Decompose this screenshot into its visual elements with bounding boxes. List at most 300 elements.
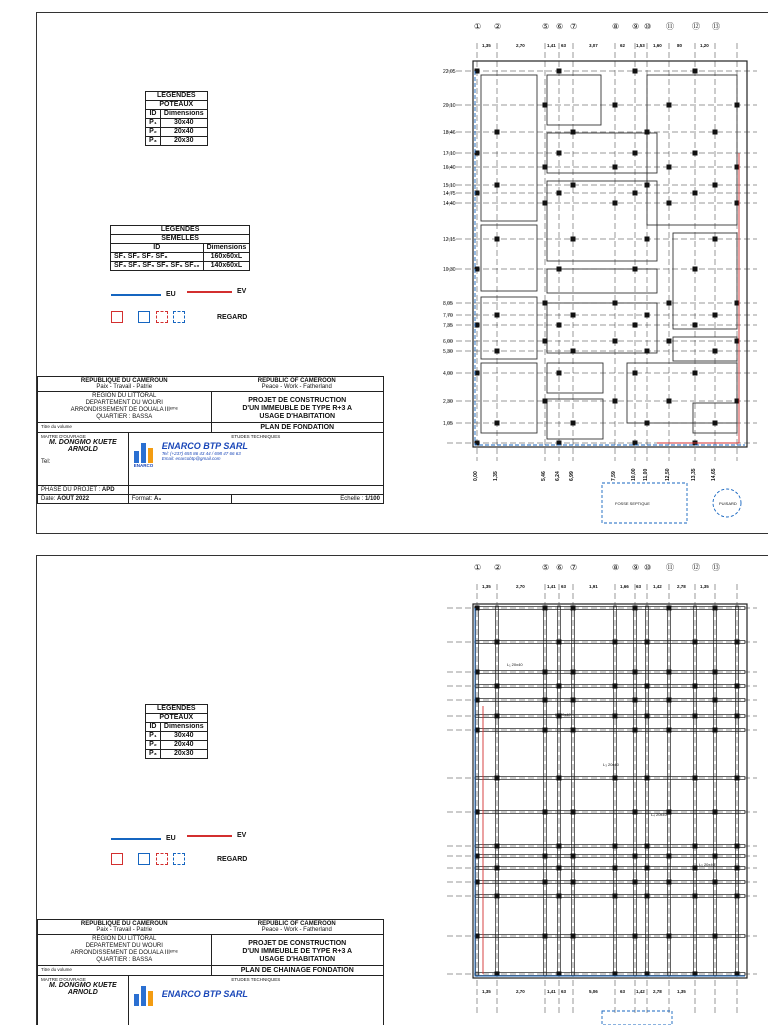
column (543, 810, 548, 815)
column (667, 103, 672, 108)
column (495, 714, 500, 719)
column (667, 201, 672, 206)
top-dimension: 63 (561, 584, 567, 589)
regard-label: REGARD (217, 314, 248, 321)
top-dimension: 1,41 (547, 584, 556, 589)
level-label: 12,15 (443, 237, 456, 243)
top-dimension: 1,66 (620, 584, 629, 589)
column (495, 237, 500, 242)
col-id: ID (146, 723, 161, 732)
column (693, 151, 698, 156)
enarco-logo-icon (132, 439, 158, 463)
footing-outline (627, 363, 737, 423)
bottom-dimension: 1,42 (636, 989, 645, 994)
column (571, 237, 576, 242)
column (645, 237, 650, 242)
region: REGION DU LITTORAL (92, 936, 157, 942)
arrondissement: ARRONDISSEMENT DE DOUALA IIIᵉᵐᵉ (70, 950, 178, 956)
column (693, 267, 698, 272)
column (633, 267, 638, 272)
column (495, 844, 500, 849)
bottom-dimension: 63 (620, 989, 626, 994)
scale-label: Echelle : (340, 496, 364, 502)
column (543, 103, 548, 108)
column (713, 313, 718, 318)
chainage-plan-drawing (397, 556, 757, 1025)
top-dimension: 63 (636, 584, 642, 589)
grid-lines (447, 43, 757, 461)
motto-en: Peace - Work - Fatherland (261, 384, 332, 390)
top-dimension: 1,41 (547, 43, 556, 48)
column (557, 69, 562, 74)
eu-line (111, 294, 161, 296)
column (557, 894, 562, 899)
top-dimension: 1,91 (589, 584, 598, 589)
bottom-dimension: 63 (561, 989, 567, 994)
top-dimension: 2,78 (677, 584, 686, 589)
legend-title: LEGENDES (146, 92, 208, 101)
eu-line (111, 838, 161, 840)
footing-outline (673, 233, 737, 329)
column (613, 894, 618, 899)
column (633, 371, 638, 376)
column (693, 323, 698, 328)
beam-label: L₃ 20x40 (603, 762, 619, 767)
top-dimension: 1,53 (636, 43, 645, 48)
column (713, 880, 718, 885)
volume-label: Titre du volume (41, 424, 72, 429)
owner-label: MAITRE D'OUVRAGE (41, 434, 86, 439)
legend-subtitle: SEMELLES (111, 235, 250, 244)
column (543, 934, 548, 939)
level-label: 7,70 (443, 313, 453, 319)
column (571, 810, 576, 815)
column (667, 934, 672, 939)
chainage-plan-sheet (36, 555, 768, 1025)
plan-labels (474, 563, 720, 994)
top-dimension: 80 (677, 43, 683, 48)
column (543, 301, 548, 306)
bottom-level: 12,50 (665, 468, 671, 481)
column (557, 776, 562, 781)
column (633, 323, 638, 328)
semelle-id: SF₃ SF₄ SF₅ SF₆ SF₉ SF₁₀ (111, 262, 204, 271)
col-dim: Dimensions (203, 244, 250, 253)
col-id: ID (146, 110, 161, 119)
column (667, 339, 672, 344)
regard-blue-icon (138, 311, 150, 323)
grid-lines (447, 584, 757, 1016)
poteau-id: P₂ (146, 128, 161, 137)
top-dimension: 1,35 (700, 584, 709, 589)
axis-number: ⑦ (570, 22, 578, 31)
poteau-id: P₁ (146, 119, 161, 128)
country-en: REPUBLIC OF CAMEROON (257, 921, 336, 927)
column (543, 880, 548, 885)
axis-number: ⑬ (712, 22, 720, 31)
regard-red-dashed-icon (156, 853, 168, 865)
column (495, 640, 500, 645)
column (543, 165, 548, 170)
column (613, 844, 618, 849)
footing-outline (673, 337, 737, 361)
owner-tel: Tel: (41, 459, 51, 465)
top-dimension: 62 (620, 43, 626, 48)
footing-outline (481, 225, 537, 291)
column (713, 130, 718, 135)
legend-semelles-table (110, 225, 250, 271)
bottom-level: 6,99 (569, 471, 575, 481)
footing-outline (647, 75, 737, 225)
owner-name-1: M. DONGMO KUETE (49, 982, 117, 989)
studies-label: ETUDES TECHNIQUES (231, 434, 281, 439)
department: DEPARTEMENT DU WOURI (85, 943, 163, 949)
poteau-dim: 20x30 (160, 137, 207, 146)
bottom-dimension: 2,70 (516, 989, 525, 994)
column (571, 880, 576, 885)
ev-line (187, 291, 232, 293)
column (495, 866, 500, 871)
quarter: QUARTIER : BASSA (96, 957, 153, 963)
motto-fr: Paix - Travail - Patrie (96, 384, 153, 390)
column (613, 640, 618, 645)
column (543, 854, 548, 859)
axis-number: ⑤ (542, 563, 550, 572)
column (613, 301, 618, 306)
column (645, 714, 650, 719)
column (613, 165, 618, 170)
motto-en: Peace - Work - Fatherland (261, 927, 332, 933)
column (645, 349, 650, 354)
axis-number: ⑪ (666, 563, 674, 572)
level-label: 16,40 (443, 165, 456, 171)
column (495, 894, 500, 899)
motto-fr: Paix - Travail - Patrie (96, 927, 153, 933)
column (495, 421, 500, 426)
column (735, 103, 740, 108)
level-label: 1,05 (443, 421, 453, 427)
level-label: 22,05 (443, 69, 456, 75)
beam-label: L₄ 20x40 (651, 812, 667, 817)
axis-number: ⑧ (612, 563, 620, 572)
level-label: 17,10 (443, 151, 456, 157)
footing-outline (547, 269, 657, 293)
column (495, 313, 500, 318)
company-email: Email: enarcobtp@gmail.com (161, 456, 221, 461)
column (667, 810, 672, 815)
column (645, 684, 650, 689)
foundation-outlines (481, 75, 737, 439)
column (613, 339, 618, 344)
eu-pipe (475, 71, 745, 445)
column (693, 776, 698, 781)
top-dimension: 63 (561, 43, 567, 48)
axis-number: ⑫ (692, 563, 700, 572)
format-value: A₃ (154, 496, 162, 502)
project-line-1: PROJET DE CONSTRUCTION (248, 940, 347, 947)
drawing-title: PLAN DE CHAINAGE FONDATION (211, 966, 384, 975)
column (693, 866, 698, 871)
column (543, 606, 548, 611)
column (633, 606, 638, 611)
column (713, 670, 718, 675)
col-id: ID (111, 244, 204, 253)
column (571, 349, 576, 354)
level-label: 14,75 (443, 191, 456, 197)
column (713, 934, 718, 939)
column (557, 684, 562, 689)
regard-red-dashed-icon (156, 311, 168, 323)
column (713, 349, 718, 354)
regard-blue-dashed-icon (173, 311, 185, 323)
owner-name-1: M. DONGMO KUETE (49, 439, 117, 446)
column (693, 714, 698, 719)
level-label: 8,05 (443, 301, 453, 307)
axis-number: ⑥ (556, 563, 564, 572)
column (571, 313, 576, 318)
column (633, 854, 638, 859)
axis-number: ⑫ (692, 22, 700, 31)
puisard-label: PUISARD (719, 501, 737, 506)
column (495, 684, 500, 689)
company-name: ENARCO BTP SARL (161, 441, 248, 451)
column (693, 640, 698, 645)
legend-title: LEGENDES (146, 705, 208, 714)
axis-number: ⑨ (632, 563, 640, 572)
arrondissement: ARRONDISSEMENT DE DOUALA IIIᵉᵐᵉ (70, 407, 178, 413)
bottom-dimension: 1,35 (677, 989, 686, 994)
studies-label: ETUDES TECHNIQUES (231, 977, 281, 982)
level-label: 14,40 (443, 201, 456, 207)
bottom-level: 6,24 (555, 471, 561, 481)
column (613, 103, 618, 108)
semelle-dim: 140x60xL (203, 262, 250, 271)
level-label: 18,46 (443, 130, 456, 136)
column (693, 844, 698, 849)
logo-text: ENARCO (133, 463, 154, 468)
column (633, 880, 638, 885)
owner-name-2: ARNOLD (67, 446, 98, 453)
column (713, 421, 718, 426)
column (571, 728, 576, 733)
beam-label: L₅ 20x40 (699, 862, 715, 867)
column (645, 640, 650, 645)
phase-value: APD (101, 487, 115, 493)
col-dim: Dimensions (160, 723, 207, 732)
footing-outline (481, 297, 537, 359)
axis-number: ⑧ (612, 22, 620, 31)
top-dimension: 2,70 (516, 43, 525, 48)
date-value: AOUT 2022 (57, 496, 90, 502)
poteau-dim: 20x40 (160, 128, 207, 137)
column (633, 69, 638, 74)
column (735, 844, 740, 849)
column (571, 670, 576, 675)
regard-red-icon (111, 853, 123, 865)
building-outline (473, 604, 747, 978)
column (633, 191, 638, 196)
column (557, 151, 562, 156)
column (495, 183, 500, 188)
column (633, 810, 638, 815)
eu-label: EU (166, 291, 176, 298)
company-name: ENARCO BTP SARL (161, 989, 248, 999)
region: REGION DU LITTORAL (92, 393, 157, 399)
level-label: 15,10 (443, 183, 456, 189)
column (633, 934, 638, 939)
poteau-id: P₁ (146, 732, 161, 741)
column (693, 69, 698, 74)
column (667, 854, 672, 859)
axis-number: ⑩ (644, 563, 652, 572)
legend-poteaux-table (145, 91, 208, 146)
regard-blue-dashed-icon (173, 853, 185, 865)
beam-label: L₁ 20x40 (507, 662, 523, 667)
legend-subtitle: POTEAUX (146, 714, 208, 723)
column (645, 183, 650, 188)
project-line-1: PROJET DE CONSTRUCTION (248, 397, 347, 404)
column (543, 728, 548, 733)
footing-outline (547, 399, 603, 439)
column (571, 421, 576, 426)
column (613, 714, 618, 719)
country-fr: REPUBLIQUE DU CAMEROUN (80, 378, 168, 384)
column (713, 237, 718, 242)
country-fr: REPUBLIQUE DU CAMEROUN (80, 921, 168, 927)
project-line-2: D'UN IMMEUBLE DE TYPE R+3 A (242, 405, 353, 412)
semelle-id: SF₁ SF₂ SF₇ SF₈ (111, 253, 204, 262)
top-dimension: 1,42 (653, 584, 662, 589)
quarter: QUARTIER : BASSA (96, 414, 153, 420)
column (557, 371, 562, 376)
poteau-dim: 30x40 (160, 732, 207, 741)
drawing-title: PLAN DE FONDATION (211, 423, 384, 432)
poteau-id: P₂ (146, 741, 161, 750)
project-line-3: USAGE D'HABITATION (259, 413, 336, 420)
column (667, 670, 672, 675)
column (645, 421, 650, 426)
column (613, 776, 618, 781)
project-line-2: D'UN IMMEUBLE DE TYPE R+3 A (242, 948, 353, 955)
axis-number: ① (474, 22, 482, 31)
columns (475, 69, 740, 446)
column (735, 866, 740, 871)
column (667, 606, 672, 611)
country-en: REPUBLIC OF CAMEROON (257, 378, 336, 384)
column (645, 776, 650, 781)
project-line-3: USAGE D'HABITATION (259, 956, 336, 963)
foundation-plan-drawing (397, 13, 757, 533)
bottom-level: 14,65 (711, 468, 717, 481)
department: DEPARTEMENT DU WOURI (85, 400, 163, 406)
volume-label: Titre du volume (41, 967, 72, 972)
bottom-dimension: 1,41 (547, 989, 556, 994)
regard-label: REGARD (217, 856, 248, 863)
top-dimension: 3,07 (589, 43, 598, 48)
level-label: 2,30 (443, 399, 453, 405)
axis-number: ⑤ (542, 22, 550, 31)
bottom-level: 7,59 (611, 471, 617, 481)
bottom-level: 5,46 (541, 471, 547, 481)
poteau-id: P₃ (146, 750, 161, 759)
column (713, 810, 718, 815)
column (633, 728, 638, 733)
axis-number: ⑪ (666, 22, 674, 31)
column (571, 934, 576, 939)
format-label: Format: (131, 496, 153, 502)
column (571, 854, 576, 859)
column (571, 698, 576, 703)
company-tel: Tel: (+237) 655 86 43 44 / 698 47 66 63 (161, 451, 241, 456)
column (543, 201, 548, 206)
column (495, 776, 500, 781)
column (495, 349, 500, 354)
axis-number: ② (494, 563, 502, 572)
regard-red-icon (111, 311, 123, 323)
column (713, 606, 718, 611)
legend-title: LEGENDES (111, 226, 250, 235)
footing-outline (481, 75, 537, 221)
level-label: 4,00 (443, 371, 453, 377)
column (735, 714, 740, 719)
column (543, 670, 548, 675)
column (667, 880, 672, 885)
bottom-level: 11,00 (643, 468, 649, 481)
column (645, 130, 650, 135)
title-block (37, 919, 384, 1025)
column (645, 866, 650, 871)
column (571, 606, 576, 611)
column (693, 371, 698, 376)
column (571, 130, 576, 135)
bottom-dimension: 2,78 (653, 989, 662, 994)
column (667, 728, 672, 733)
level-label: 6,00 (443, 339, 453, 345)
column (735, 640, 740, 645)
col-dim: Dimensions (160, 110, 207, 119)
poteau-id: P₃ (146, 137, 161, 146)
legend-subtitle: POTEAUX (146, 101, 208, 110)
semelle-dim: 160x60xL (203, 253, 250, 262)
date-label: Date: (41, 496, 56, 502)
top-dimension: 2,70 (516, 584, 525, 589)
column (557, 191, 562, 196)
axis-number: ⑬ (712, 563, 720, 572)
poteau-dim: 20x30 (160, 750, 207, 759)
column (633, 698, 638, 703)
column (735, 894, 740, 899)
column (557, 323, 562, 328)
column (613, 866, 618, 871)
foundation-plan-sheet (36, 12, 768, 534)
regard-blue-icon (138, 853, 150, 865)
top-dimension: 1,35 (482, 584, 491, 589)
column (613, 684, 618, 689)
scale-value: 1/100 (364, 496, 380, 502)
ev-line (187, 835, 232, 837)
phase-label: PHASE DU PROJET : (41, 487, 101, 493)
column (645, 894, 650, 899)
title-block (37, 376, 384, 504)
column (667, 301, 672, 306)
ev-label: EV (237, 832, 247, 839)
column (557, 866, 562, 871)
column (557, 640, 562, 645)
bottom-level: 0,00 (473, 471, 479, 481)
footing-outline (481, 363, 537, 433)
poteau-dim: 30x40 (160, 119, 207, 128)
column (667, 165, 672, 170)
